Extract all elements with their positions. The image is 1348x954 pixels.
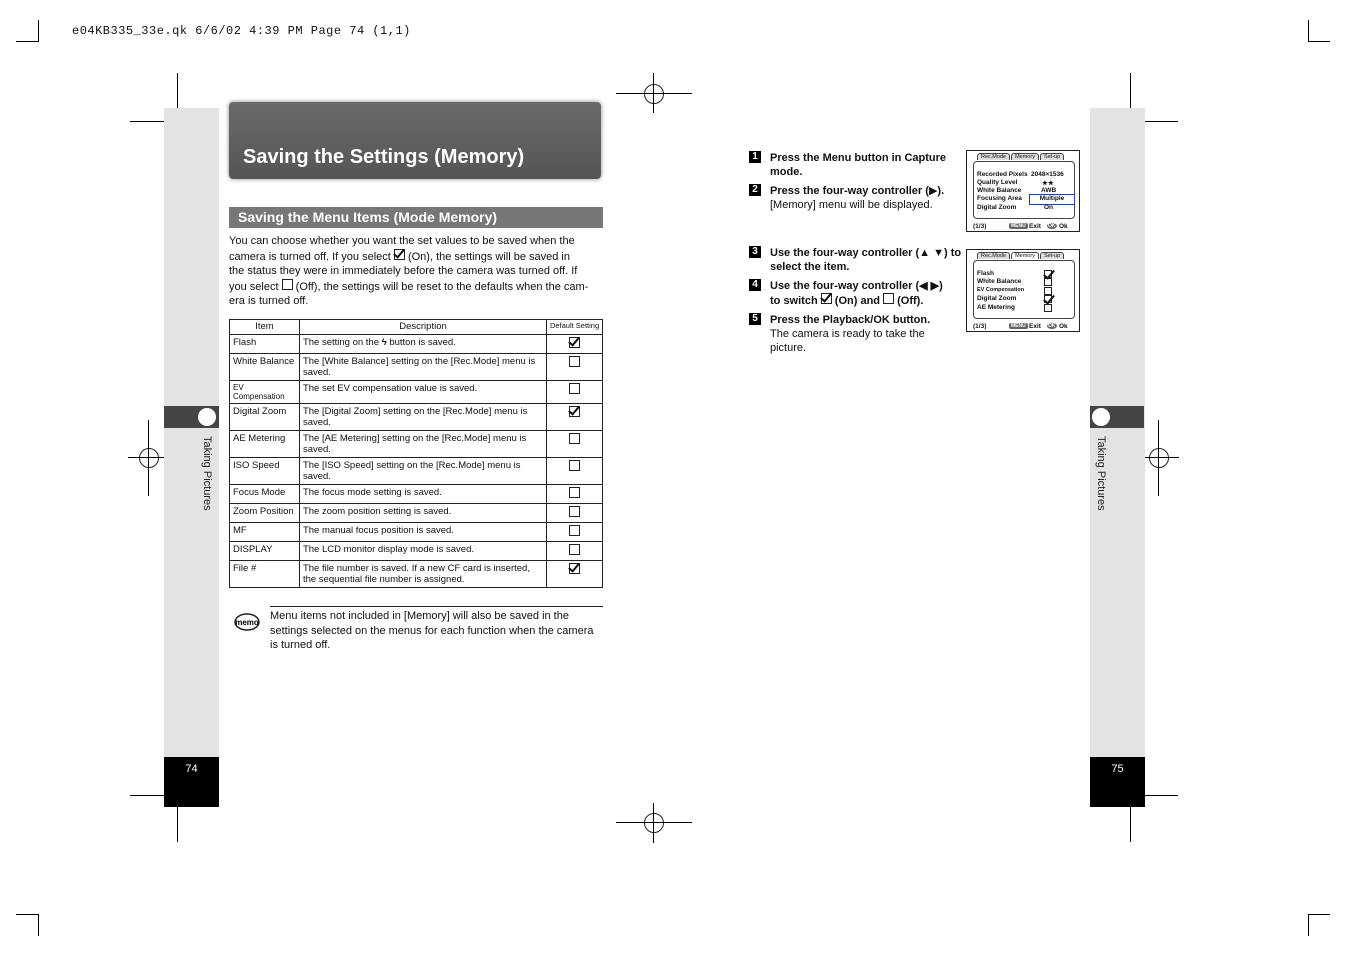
lcd-row-label: Quality Level	[977, 179, 1018, 186]
off-box-icon	[282, 279, 293, 290]
memo-rule	[270, 606, 603, 607]
memory-settings-table	[229, 319, 603, 588]
step-2-text: [Memory] menu will be displayed.	[770, 199, 933, 211]
row-description: The focus mode setting is saved.	[299, 485, 546, 504]
step-3-bold-end: ) to select the item.	[770, 247, 962, 273]
step-2-bold-end: ).	[937, 185, 945, 197]
page-title-box	[229, 102, 601, 179]
step-5-bold: Press the Playback/OK button.	[770, 314, 931, 326]
off-box-icon	[569, 433, 580, 444]
on-check-icon	[821, 293, 832, 304]
memo-icon	[232, 610, 260, 632]
lcd-tab-rec-mode: Rec.Mode	[977, 153, 1010, 160]
flash-icon: ϟ	[379, 337, 390, 348]
left-page-number: 74	[185, 763, 198, 775]
step-3-bold: Use the four-way controller (	[770, 247, 920, 259]
step-4-bold-end: )	[939, 280, 943, 292]
table-row	[230, 458, 603, 485]
step-number: 4	[749, 279, 761, 291]
left-right-arrow-icon: ◀ ▶	[919, 280, 940, 292]
table-row	[230, 354, 603, 381]
row-description: The [White Balance] setting on the [Rec.Mode] menu is saved.	[299, 354, 546, 381]
intro-line: era is turned off.	[229, 295, 309, 307]
off-box-icon	[1044, 304, 1052, 312]
intro-line	[229, 279, 605, 295]
lcd-page: (1/3)	[973, 223, 987, 230]
lcd-row-label: White Balance	[977, 187, 1022, 194]
off-box-icon	[569, 460, 580, 471]
ok-button-icon: OK	[1048, 223, 1056, 229]
off-box-icon	[569, 525, 580, 536]
row-default	[547, 504, 603, 523]
left-section-circle	[197, 407, 217, 427]
on-check-icon	[394, 249, 405, 260]
step-number: 5	[749, 313, 761, 325]
up-down-arrow-icon: ▲ ▼	[919, 247, 944, 259]
lcd-memory-menu-1	[966, 150, 1080, 232]
lcd-tab-setup: Set-up	[1040, 252, 1064, 259]
row-item: EV Compensation	[230, 381, 300, 404]
section-title-box	[229, 207, 603, 228]
lcd-tab-setup: Set-up	[1040, 153, 1064, 160]
lcd-row-label: White Balance	[977, 278, 1022, 285]
row-default	[547, 431, 603, 458]
off-box-icon	[569, 356, 580, 367]
lcd-panel	[973, 260, 1075, 319]
menu-button-icon: MENU	[1011, 223, 1026, 229]
lcd-row-label: Recorded Pixels	[977, 171, 1028, 178]
intro-paragraph	[229, 234, 605, 309]
lcd-row-value: On	[1044, 204, 1054, 211]
desc-text: The setting on the	[302, 337, 379, 348]
row-default	[547, 335, 603, 354]
lcd-footer	[973, 323, 1075, 330]
right-page-number: 75	[1111, 763, 1124, 775]
table-row	[230, 335, 603, 354]
lcd-row-value: AWB	[1041, 187, 1057, 194]
lcd-footer	[973, 223, 1075, 230]
lcd-row-value: 2048×1536	[1031, 171, 1064, 178]
step-3	[770, 246, 965, 274]
row-description: The [Digital Zoom] setting on the [Rec.Mode] menu is saved.	[299, 404, 546, 431]
on-check-icon	[1044, 270, 1052, 278]
row-item: AE Metering	[230, 431, 300, 458]
step-5	[770, 313, 955, 355]
row-default	[547, 404, 603, 431]
lcd-exit: Exit	[1029, 223, 1041, 230]
lcd-row-label: Flash	[977, 270, 994, 277]
right-page-number-box	[1090, 757, 1145, 807]
table-row	[230, 542, 603, 561]
row-item: ISO Speed	[230, 458, 300, 485]
desc-text: button is saved.	[389, 337, 456, 348]
menu-button-icon: MENU	[1011, 323, 1026, 329]
memo-icon-label: memo	[235, 618, 259, 627]
row-default	[547, 485, 603, 504]
step-4-switch: to switch	[770, 295, 818, 307]
intro-line: the status they were in immediately before the camera was turned off. If	[229, 265, 578, 277]
page-title: Saving the Settings (Memory)	[243, 146, 525, 168]
step-2	[770, 184, 965, 212]
left-side-label: Taking Pictures	[201, 436, 213, 511]
row-default	[547, 542, 603, 561]
table-row	[230, 504, 603, 523]
col-header-description: Description	[299, 320, 546, 335]
table-row	[230, 381, 603, 404]
lcd-ok: Ok	[1059, 323, 1068, 330]
intro-line: You can choose whether you want the set values to be saved when the	[229, 235, 575, 247]
row-item: Zoom Position	[230, 504, 300, 523]
table-header-row	[230, 320, 603, 335]
lcd-row-label: Digital Zoom	[977, 204, 1017, 211]
row-description: The zoom position setting is saved.	[299, 504, 546, 523]
row-description: The [AE Metering] setting on the [Rec.Mode] menu is saved.	[299, 431, 546, 458]
lcd-exit: Exit	[1029, 323, 1041, 330]
lcd-tab-memory: Memory	[1011, 252, 1039, 259]
step-4-on: (On) and	[834, 295, 881, 307]
section-title: Saving the Menu Items (Mode Memory)	[238, 209, 498, 225]
row-item: Focus Mode	[230, 485, 300, 504]
table-row	[230, 561, 603, 588]
intro-text: (On), the settings will be saved in	[407, 250, 570, 263]
row-default	[547, 523, 603, 542]
off-box-icon	[569, 506, 580, 517]
step-number: 2	[749, 184, 761, 196]
row-description	[299, 335, 546, 354]
on-check-icon	[569, 406, 580, 417]
off-box-icon	[1044, 278, 1052, 286]
step-number: 3	[749, 246, 761, 258]
step-1-text: Press the Menu button in Capture mode.	[770, 152, 947, 178]
table-row	[230, 404, 603, 431]
lcd-tabs	[977, 153, 1065, 160]
lcd-tab-rec-mode: Rec.Mode	[977, 252, 1010, 259]
row-default	[547, 354, 603, 381]
lcd-memory-menu-2	[966, 249, 1080, 332]
row-item: White Balance	[230, 354, 300, 381]
lcd-row-label: AE Metering	[977, 304, 1015, 311]
right-arrow-icon: ▶	[928, 185, 938, 197]
intro-text: camera is turned off. If you select	[229, 250, 391, 263]
on-check-icon	[569, 337, 580, 348]
off-box-icon	[569, 544, 580, 555]
row-item: MF	[230, 523, 300, 542]
lcd-tabs	[977, 252, 1065, 259]
intro-text: you select	[229, 280, 279, 293]
col-header-item: Item	[230, 320, 300, 335]
off-box-icon	[569, 487, 580, 498]
row-description: The [ISO Speed] setting on the [Rec.Mode] menu is saved.	[299, 458, 546, 485]
lcd-row-label: EV Compensation	[977, 287, 1025, 293]
lcd-tab-memory: Memory	[1011, 153, 1039, 160]
step-4	[770, 279, 965, 308]
left-page-number-box	[164, 757, 219, 807]
step-number: 1	[749, 151, 761, 163]
table-row	[230, 485, 603, 504]
lcd-ok: Ok	[1059, 223, 1068, 230]
file-header: e04KB335_33e.qk 6/6/02 4:39 PM Page 74 (1,1)	[72, 24, 411, 38]
step-4-bold: Use the four-way controller (	[770, 280, 920, 292]
row-description: The manual focus position is saved.	[299, 523, 546, 542]
lcd-row-label: Focusing Area	[977, 195, 1022, 202]
row-description: The LCD monitor display mode is saved.	[299, 542, 546, 561]
row-item: Flash	[230, 335, 300, 354]
row-item: File #	[230, 561, 300, 588]
row-default	[547, 381, 603, 404]
table-row	[230, 523, 603, 542]
row-description: The file number is saved. If a new CF card is inserted, the sequential file number is assigned.	[299, 561, 546, 588]
on-check-icon	[1044, 295, 1052, 303]
table-row	[230, 431, 603, 458]
row-default	[547, 458, 603, 485]
on-check-icon	[569, 563, 580, 574]
off-box-icon	[569, 383, 580, 394]
lcd-row-label: Digital Zoom	[977, 295, 1017, 302]
row-default	[547, 561, 603, 588]
memo-text: Menu items not included in [Memory] will also be saved in the settings selected on the menus for each function when the camera is turned off.	[270, 610, 594, 651]
row-item: DISPLAY	[230, 542, 300, 561]
lcd-row-value: ★★	[1042, 180, 1054, 187]
intro-text: (Off), the settings will be reset to the defaults when the cam-	[295, 280, 589, 293]
right-side-label: Taking Pictures	[1095, 436, 1107, 511]
right-section-circle	[1091, 407, 1111, 427]
step-4-off: (Off).	[897, 295, 924, 307]
row-item: Digital Zoom	[230, 404, 300, 431]
lcd-page: (1/3)	[973, 323, 987, 330]
step-2-bold: Press the four-way controller (	[770, 185, 929, 197]
lcd-row-value-selected: Multiple	[1029, 194, 1075, 205]
row-description: The set EV compensation value is saved.	[299, 381, 546, 404]
ok-button-icon: OK	[1048, 323, 1056, 329]
col-header-default: Default Setting	[547, 320, 603, 335]
intro-line	[229, 249, 605, 265]
step-5-text: The camera is ready to take the picture.	[770, 328, 925, 354]
lcd-panel	[973, 161, 1075, 219]
off-box-icon	[883, 293, 894, 304]
